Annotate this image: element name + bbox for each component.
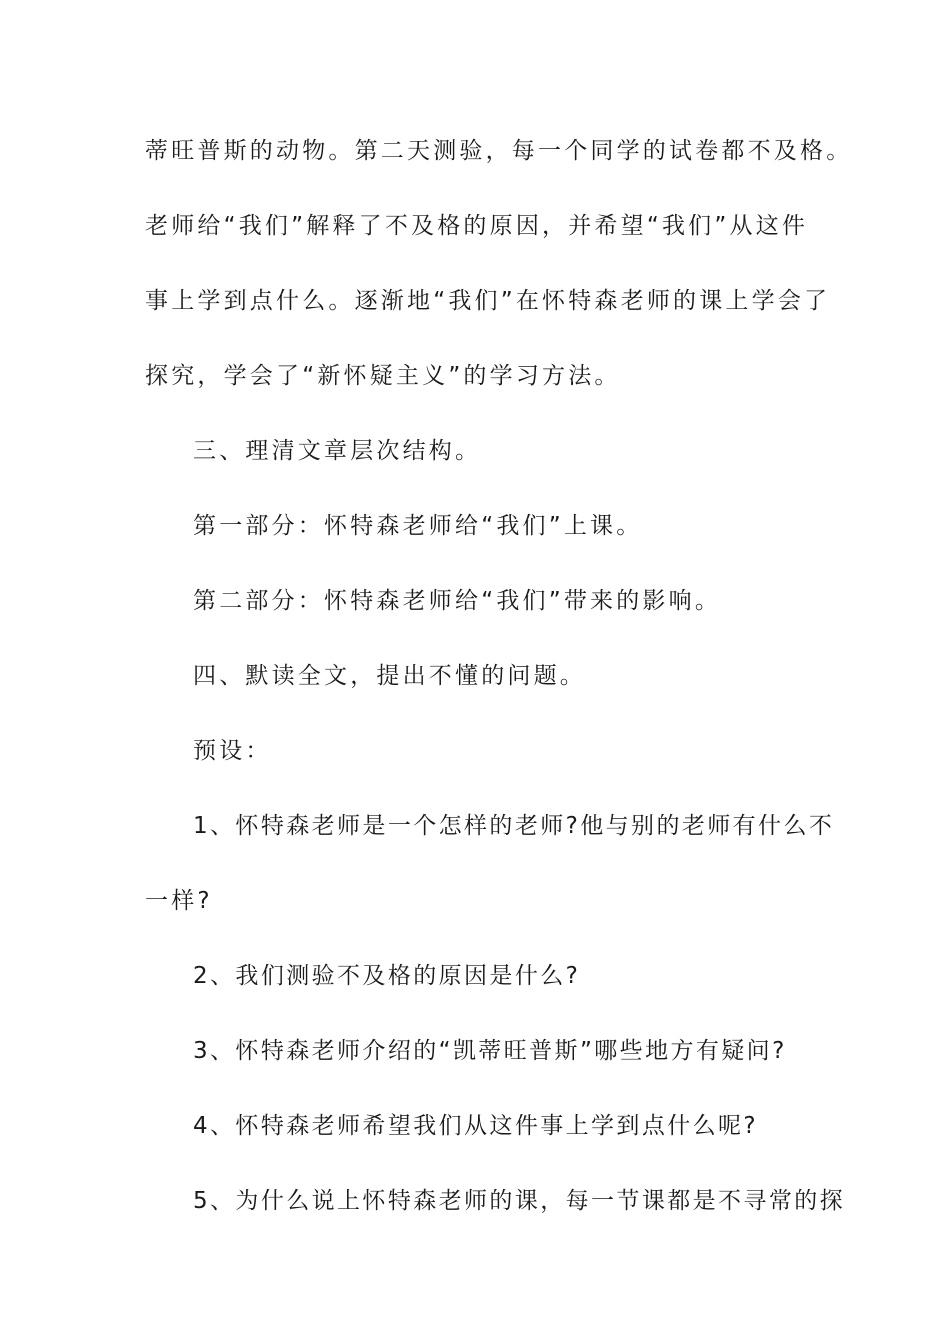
question-1-line-1: 1、怀特森老师是一个怎样的老师?他与别的老师有什么不	[193, 813, 835, 839]
paragraph-line-3: 事上学到点什么。逐渐地“我们”在怀特森老师的课上学会了	[145, 288, 831, 314]
part-one-line: 第一部分：怀特森老师给“我们”上课。	[193, 513, 643, 539]
paragraph-line-1: 蒂旺普斯的动物。第二天测验，每一个同学的试卷都不及格。	[145, 138, 853, 164]
question-3: 3、怀特森老师介绍的“凯蒂旺普斯”哪些地方有疑问?	[193, 1038, 787, 1064]
question-4: 4、怀特森老师希望我们从这件事上学到点什么呢?	[193, 1113, 759, 1139]
section-heading-3: 三、理清文章层次结构。	[193, 438, 482, 464]
part-two-line: 第二部分：怀特森老师给“我们”带来的影响。	[193, 588, 722, 614]
question-1-line-2: 一样?	[145, 888, 213, 914]
preset-label: 预设：	[193, 738, 272, 764]
paragraph-line-4: 探究，学会了“新怀疑主义”的学习方法。	[145, 363, 621, 389]
section-heading-4: 四、默读全文，提出不懂的问题。	[193, 663, 586, 689]
paragraph-line-2: 老师给“我们”解释了不及格的原因，并希望“我们”从这件	[145, 213, 809, 239]
question-5-line-1: 5、为什么说上怀特森老师的课，每一节课都是不寻常的探	[193, 1188, 846, 1214]
question-2: 2、我们测验不及格的原因是什么?	[193, 963, 581, 989]
